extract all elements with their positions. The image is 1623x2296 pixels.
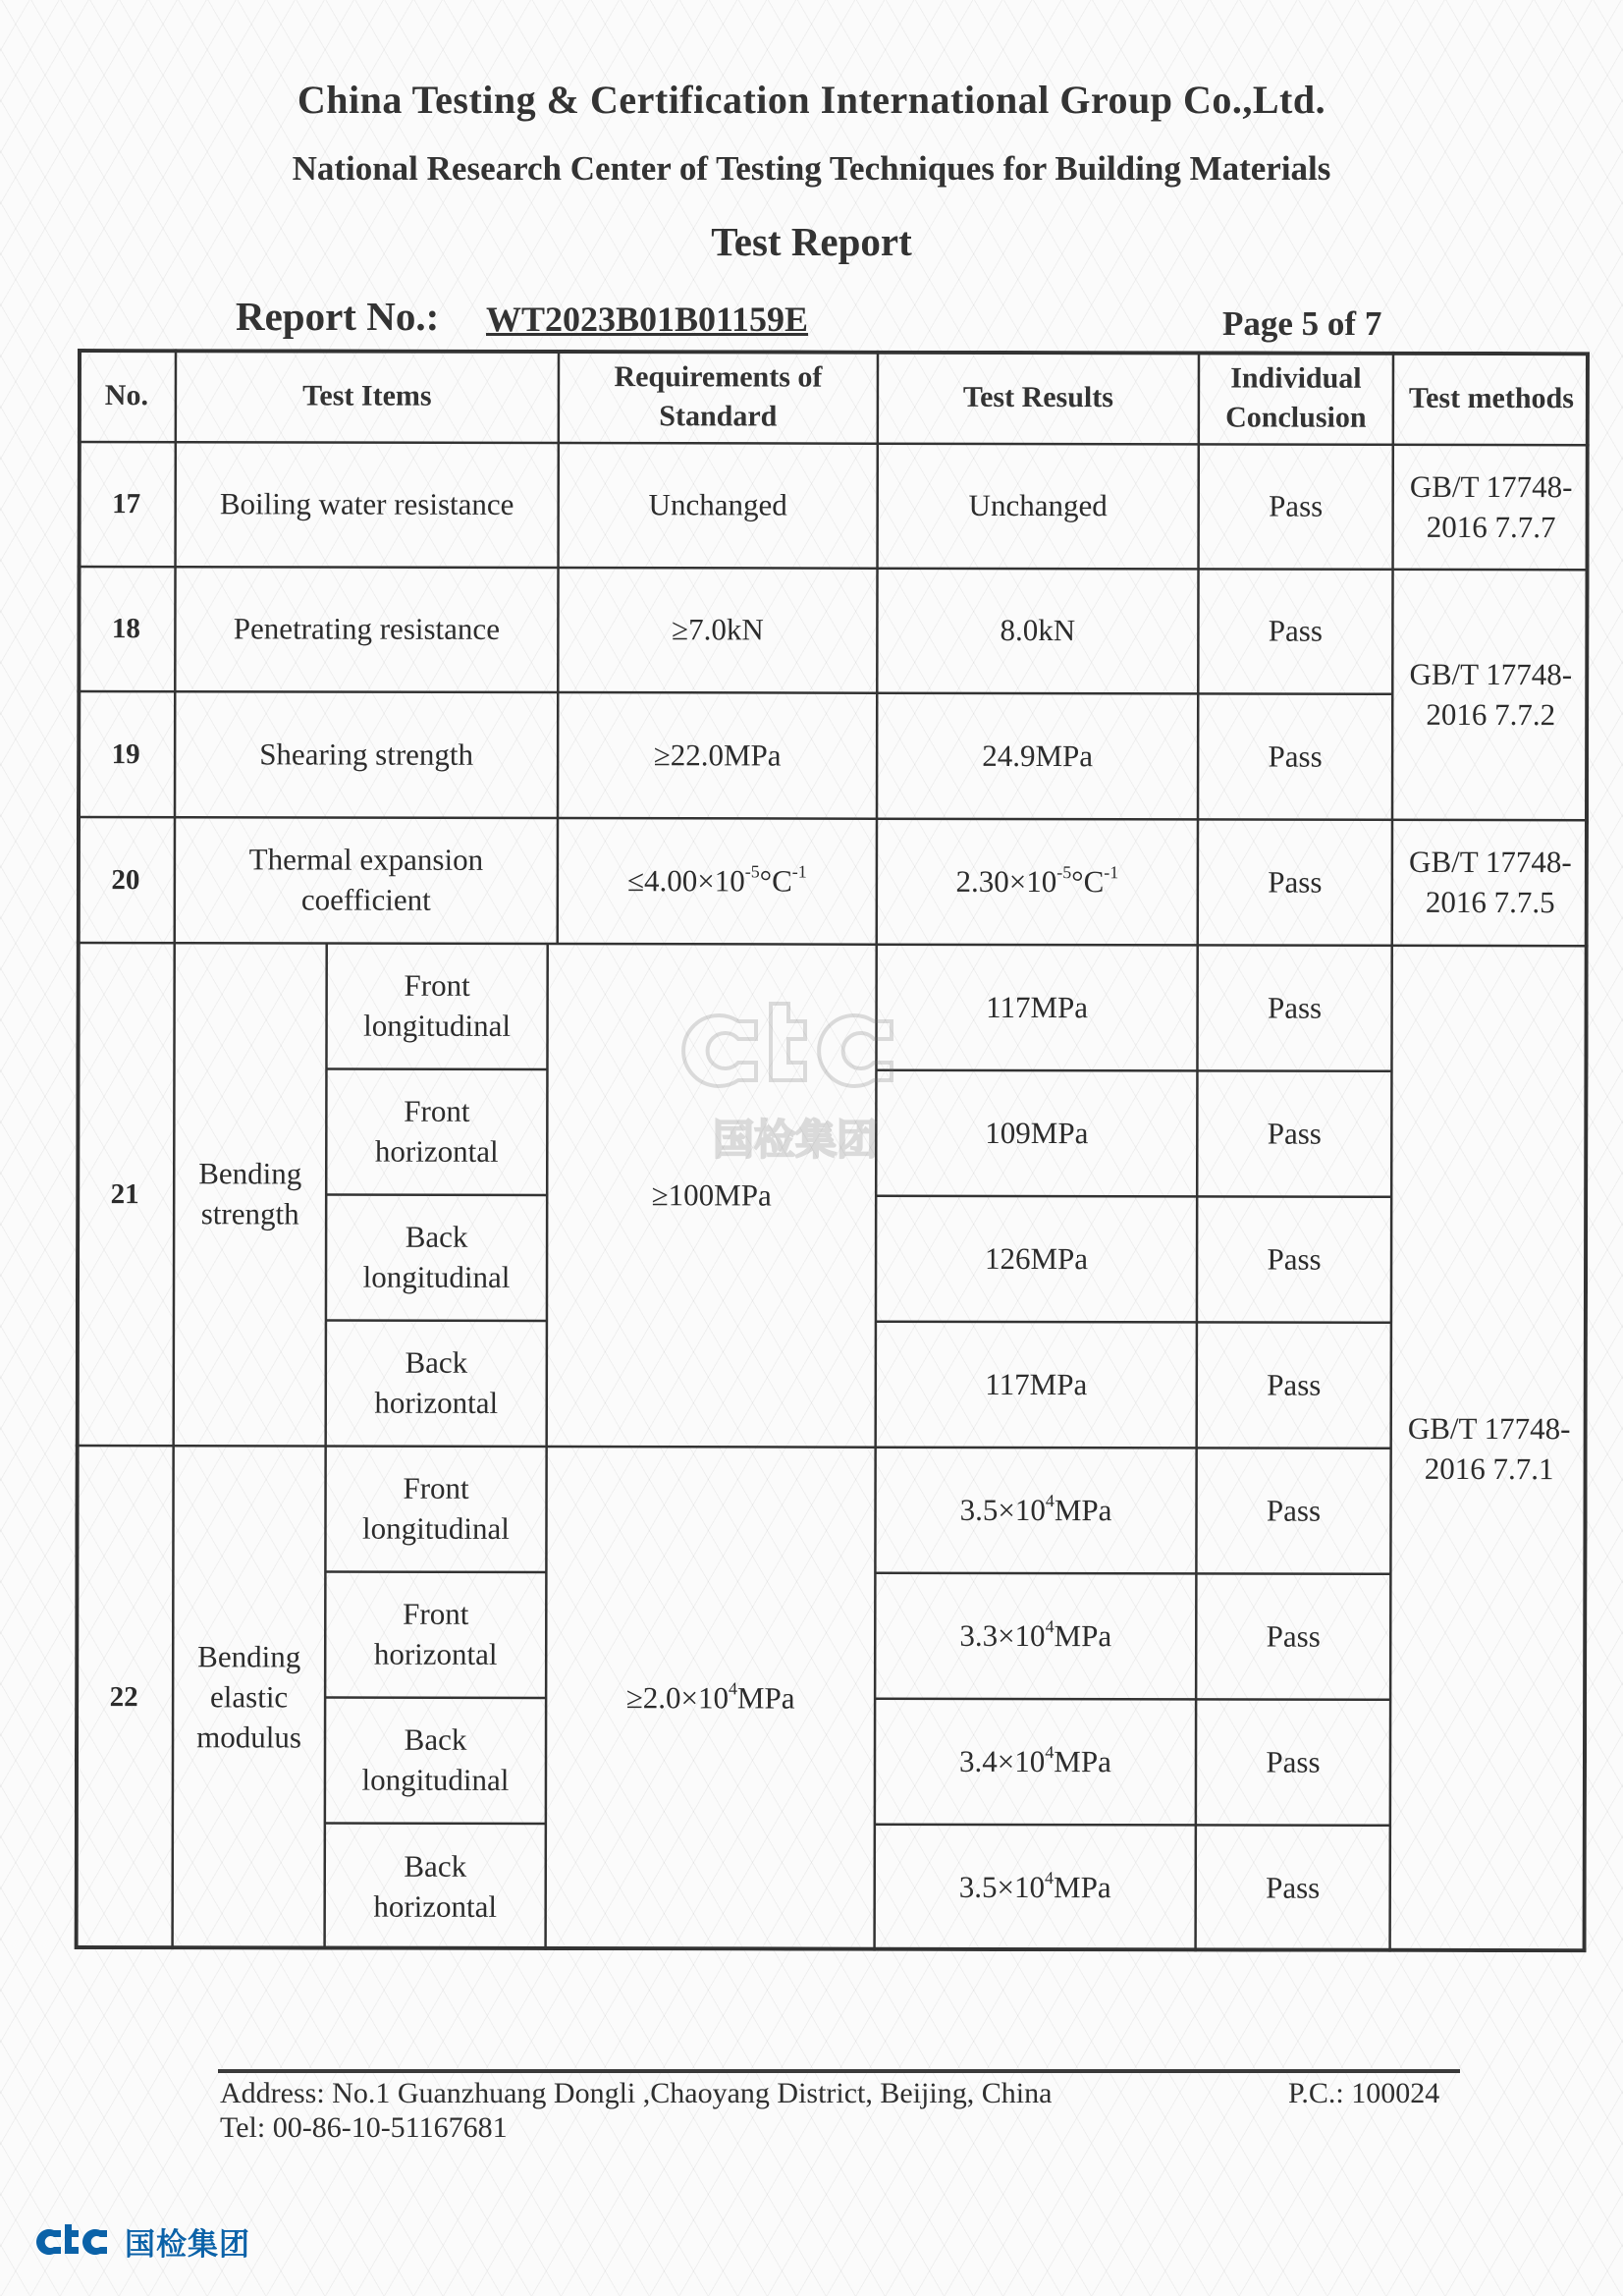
footer-divider xyxy=(218,2069,1460,2073)
header-test-items: Test Items xyxy=(302,379,432,412)
conclusion: Pass xyxy=(1266,1618,1321,1654)
test-item: Shearing strength xyxy=(259,736,474,772)
row-number: 17 xyxy=(112,488,141,520)
test-method: GB/T 17748-2016 7.7.7 xyxy=(1409,468,1573,544)
test-result: $3.3\times 10^4MPa$ xyxy=(959,1615,1112,1653)
requirement: ≥7.0kN xyxy=(672,612,764,647)
requirement: $\le 4.00\times 10^{-5}^\circ C^{-1}$ xyxy=(626,860,807,899)
report-number-label: Report No.: xyxy=(236,294,440,339)
ctc-watermark xyxy=(677,982,913,1178)
conclusion: Pass xyxy=(1267,990,1323,1025)
report-title: Test Report xyxy=(711,219,912,264)
test-result: 109MPa xyxy=(985,1115,1089,1150)
header-requirements: Requirements of Standard xyxy=(614,360,823,432)
header-test-methods: Test methods xyxy=(1408,381,1574,414)
conclusion: Pass xyxy=(1269,488,1324,523)
page-number: Page 5 of 7 xyxy=(1222,304,1382,343)
sub-item: Back longitudinal xyxy=(362,1219,511,1294)
company-name: China Testing & Certification International Group Co.,Ltd. xyxy=(297,78,1326,122)
requirement: $\ge 2.0\times 10^4MPa$ xyxy=(625,1678,795,1716)
header-no: No. xyxy=(104,378,149,411)
row-number: 21 xyxy=(110,1177,139,1210)
sub-item: Front horizontal xyxy=(373,1596,498,1671)
sub-item: Back horizontal xyxy=(374,1344,499,1420)
conclusion: Pass xyxy=(1266,1493,1322,1528)
test-result: $3.5\times 10^4MPa$ xyxy=(959,1490,1112,1527)
test-result: Unchanged xyxy=(968,487,1108,523)
watermark-cn-text: 国检集团 xyxy=(712,1116,878,1164)
footer-tel: Tel: 00-86-10-51167681 xyxy=(220,2111,508,2144)
conclusion: Pass xyxy=(1268,613,1324,648)
header-test-results: Test Results xyxy=(962,380,1113,413)
test-item: Bending strength xyxy=(198,1156,302,1231)
test-result: 8.0kN xyxy=(1000,613,1076,648)
requirement: Unchanged xyxy=(648,487,787,522)
test-result: 126MPa xyxy=(984,1240,1089,1276)
test-method: GB/T 17748-2016 7.7.2 xyxy=(1409,656,1573,732)
report-number: WT2023B01B01159E xyxy=(486,300,809,339)
sub-item: Front longitudinal xyxy=(362,1470,510,1546)
conclusion: Pass xyxy=(1266,1870,1321,1905)
test-result: $3.5\times 10^4MPa$ xyxy=(958,1868,1111,1905)
row-number: 18 xyxy=(111,613,140,645)
row-number: 20 xyxy=(111,863,140,896)
sub-item: Front horizontal xyxy=(374,1093,499,1169)
sub-item: Back longitudinal xyxy=(361,1722,510,1797)
footer-address: Address: No.1 Guanzhuang Dongli ,Chaoyang District, Beijing, China xyxy=(220,2077,1053,2109)
center-name: National Research Center of Testing Techniques for Building Materials xyxy=(292,149,1331,188)
conclusion: Pass xyxy=(1268,738,1323,774)
requirement: ≥100MPa xyxy=(651,1176,772,1213)
test-result: 24.9MPa xyxy=(982,738,1094,773)
logo-cn-text: 国检集团 xyxy=(125,2226,250,2263)
conclusion: Pass xyxy=(1268,864,1323,900)
test-item: Bending elastic modulus xyxy=(196,1639,301,1755)
requirement: ≥22.0MPa xyxy=(653,737,782,773)
ctc-watermark-icon xyxy=(677,982,913,1105)
test-result: $2.30\times 10^{-5}^\circ C^{-1}$ xyxy=(955,861,1119,899)
sub-item: Back horizontal xyxy=(373,1848,498,1924)
row-number: 22 xyxy=(109,1681,138,1714)
test-item: Thermal expansion coefficient xyxy=(248,842,484,917)
test-method: GB/T 17748-2016 7.7.1 xyxy=(1407,1410,1571,1486)
footer-postcode: P.C.: 100024 xyxy=(1288,2077,1440,2109)
test-method: GB/T 17748-2016 7.7.5 xyxy=(1409,844,1572,920)
test-result: $3.4\times 10^4MPa$ xyxy=(959,1741,1111,1778)
row-number: 19 xyxy=(111,738,140,770)
test-item: Boiling water resistance xyxy=(219,486,514,521)
conclusion: Pass xyxy=(1267,1116,1322,1151)
ctc-logo-icon xyxy=(34,2222,115,2260)
conclusion: Pass xyxy=(1267,1367,1322,1402)
test-result: 117MPa xyxy=(985,1366,1088,1401)
sub-item: Front longitudinal xyxy=(363,967,511,1043)
header-conclusion: Individual Conclusion xyxy=(1225,361,1367,434)
test-item: Penetrating resistance xyxy=(233,611,501,646)
test-result: 117MPa xyxy=(986,989,1089,1024)
conclusion: Pass xyxy=(1266,1744,1321,1779)
ctc-logo xyxy=(34,2221,250,2261)
conclusion: Pass xyxy=(1267,1241,1322,1277)
